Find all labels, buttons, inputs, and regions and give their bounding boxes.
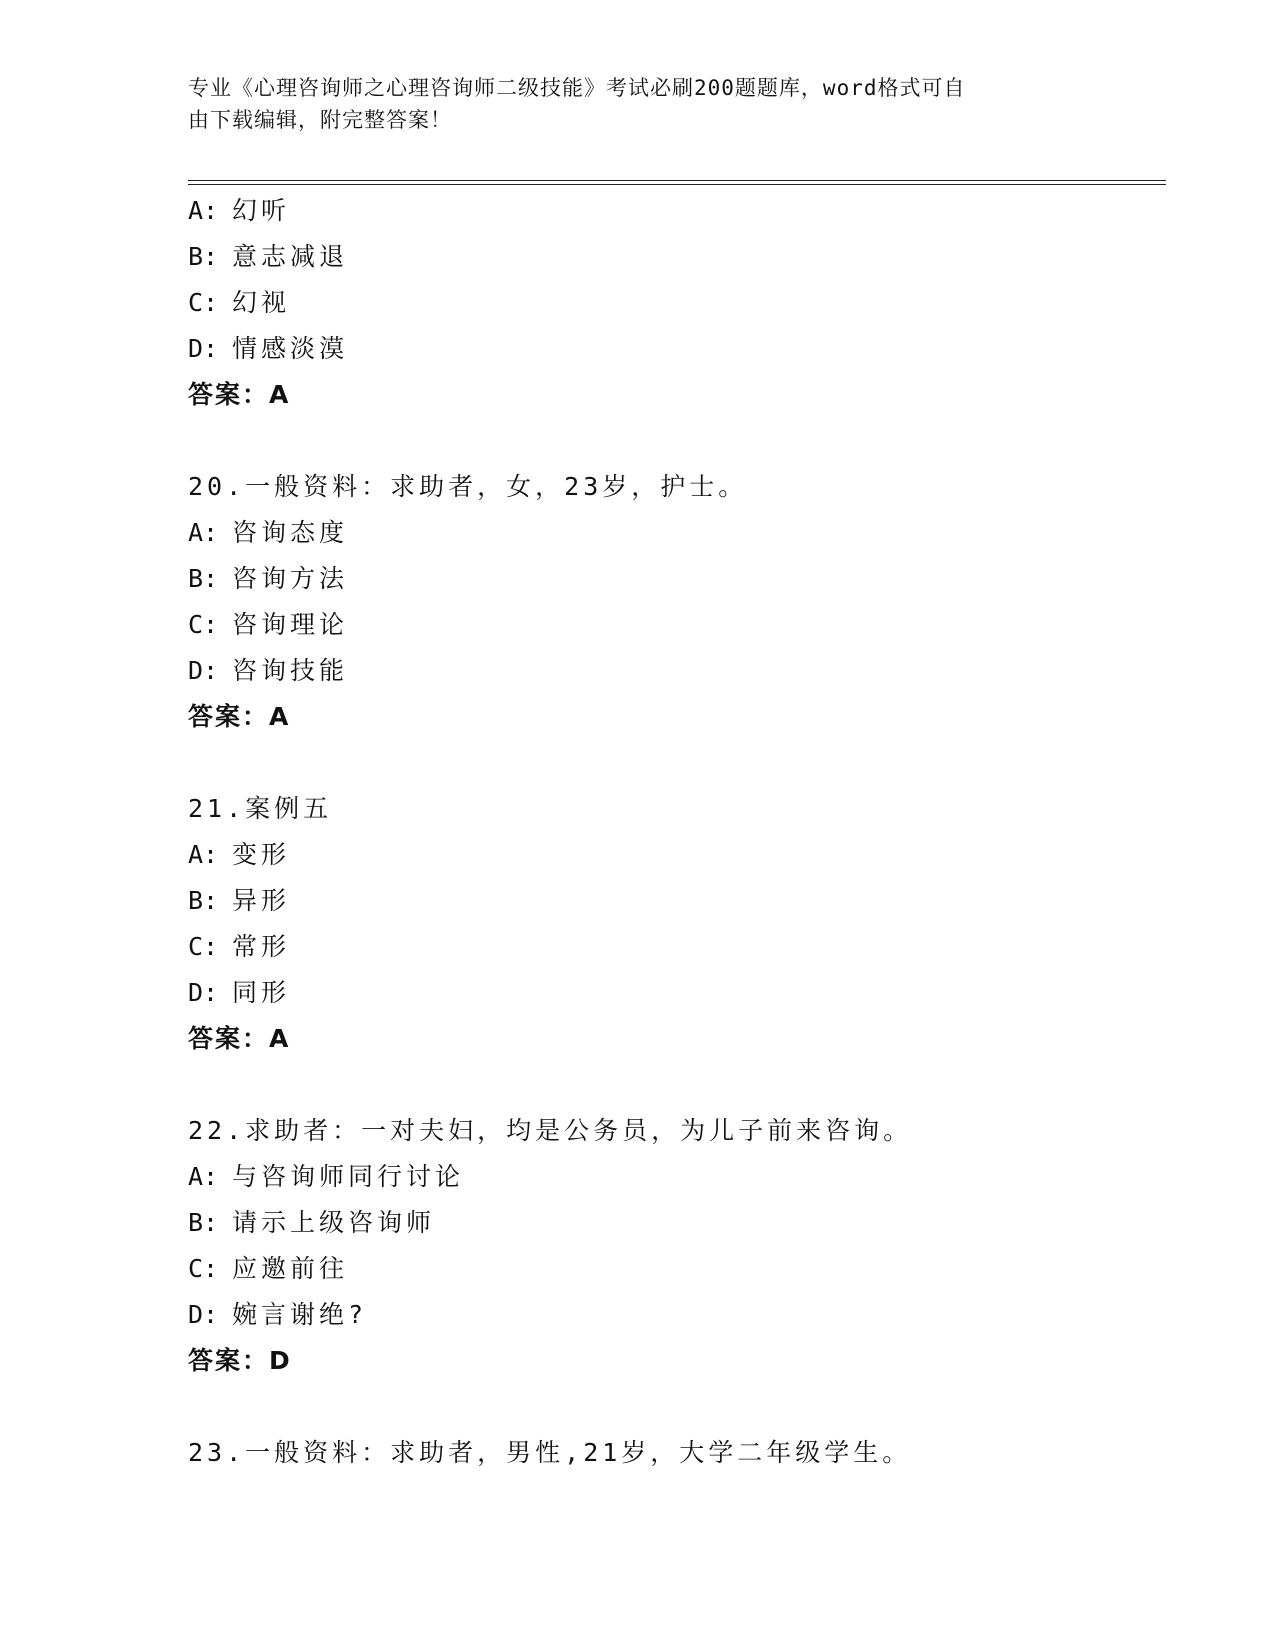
option-b: B: 异形 [188, 886, 291, 915]
question-stem: 21.案例五 [188, 794, 333, 823]
question-23 [188, 1430, 1168, 1476]
question-stem: 20.一般资料：求助者，女，23岁，护士。 [188, 472, 748, 501]
option-c: C: 咨询理论 [188, 610, 349, 639]
answer-line: 答案：D [188, 1346, 292, 1375]
option-c: C: 幻视 [188, 288, 291, 317]
question-stem: 22.求助者：一对夫妇，均是公务员，为儿子前来咨询。 [188, 1116, 913, 1145]
option-b: B: 请示上级咨询师 [188, 1208, 436, 1237]
option-a: A: 咨询态度 [188, 518, 349, 547]
answer-line: 答案：A [188, 1024, 291, 1053]
question-22 [188, 1108, 1168, 1384]
option-a: A: 变形 [188, 840, 291, 869]
header-line-2: 由下载编辑，附完整答案！ [188, 108, 452, 132]
question-list [188, 188, 1168, 1476]
option-b: B: 咨询方法 [188, 564, 349, 593]
document-header [188, 72, 1068, 136]
option-d: D: 情感淡漠 [188, 334, 349, 363]
option-a: A: 与咨询师同行讨论 [188, 1162, 465, 1191]
option-b: B: 意志减退 [188, 242, 349, 271]
option-c: C: 应邀前往 [188, 1254, 349, 1283]
option-c: C: 常形 [188, 932, 291, 961]
option-d: D: 婉言谢绝? [188, 1300, 368, 1329]
option-d: D: 咨询技能 [188, 656, 349, 685]
question-20 [188, 464, 1168, 740]
header-divider [188, 180, 1166, 185]
question-21 [188, 786, 1168, 1062]
answer-line: 答案：A [188, 702, 291, 731]
question-continued [188, 188, 1168, 418]
question-stem: 23.一般资料：求助者，男性,21岁，大学二年级学生。 [188, 1438, 912, 1467]
option-a: A: 幻听 [188, 196, 291, 225]
option-d: D: 同形 [188, 978, 291, 1007]
answer-line: 答案：A [188, 380, 291, 409]
header-line-1: 专业《心理咨询师之心理咨询师二级技能》考试必刷200题题库，word格式可自 [188, 76, 966, 100]
